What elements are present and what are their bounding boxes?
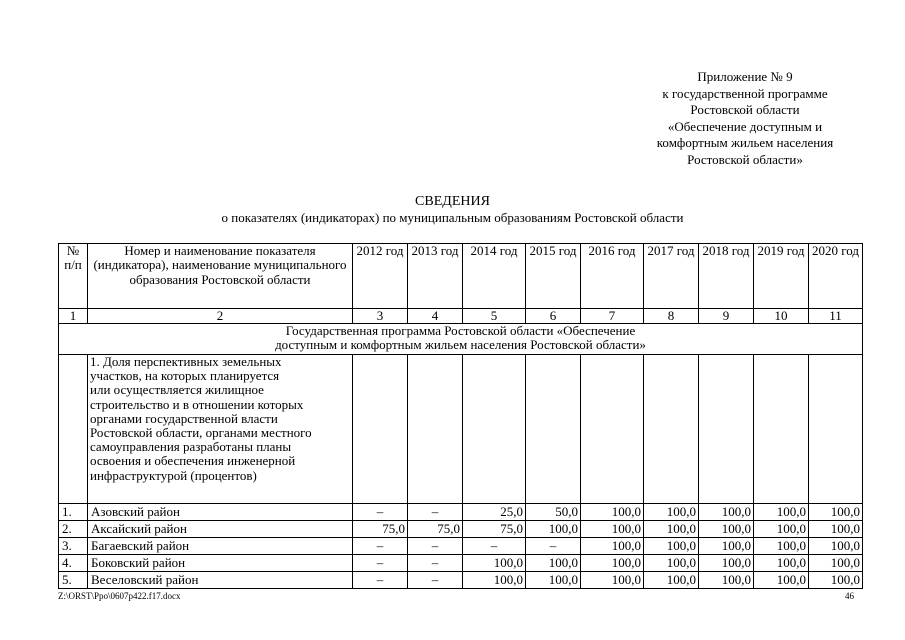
indicator-line: 1. Доля перспективных земельных <box>90 354 282 369</box>
row-value: 75,0 <box>463 521 526 538</box>
row-index: 1. <box>59 504 88 521</box>
row-value: 100,0 <box>644 538 699 555</box>
indicator-line: строительство и в отношении которых <box>90 396 304 412</box>
column-number: 4 <box>408 309 463 324</box>
row-value: – <box>408 555 463 572</box>
header-name: Номер и наименование показателя (индикатора), наименование муниципального образования Ростовской области <box>88 244 353 309</box>
header-year: 2018 год <box>699 244 754 309</box>
row-index: 4. <box>59 555 88 572</box>
row-value: 100,0 <box>699 521 754 538</box>
appendix-line: Приложение № 9 <box>697 69 793 84</box>
column-number: 8 <box>644 309 699 324</box>
row-value: 100,0 <box>754 538 809 555</box>
row-value: 100,0 <box>581 504 644 521</box>
district-name: Веселовский район <box>88 572 353 589</box>
row-value: 100,0 <box>526 555 581 572</box>
header-year: 2012 год <box>353 244 408 309</box>
column-number: 9 <box>699 309 754 324</box>
row-value: 100,0 <box>581 572 644 589</box>
indicator-empty-cell <box>809 355 863 504</box>
column-number: 1 <box>59 309 88 324</box>
row-value: 25,0 <box>463 504 526 521</box>
document-title: СВЕДЕНИЯ <box>415 194 490 209</box>
footer-page-number: 46 <box>845 591 854 601</box>
row-value: 100,0 <box>754 504 809 521</box>
table-row <box>59 538 863 555</box>
column-number: 10 <box>754 309 809 324</box>
program-title-line: доступным и комфортным жильем населения Ростовской области» <box>275 337 646 353</box>
indicator-empty-cell <box>699 355 754 504</box>
row-value: 100,0 <box>809 521 863 538</box>
table-body <box>59 244 863 589</box>
indicator-line: или осуществляется жилищное <box>90 382 264 398</box>
footer-file-path: Z:\ORST\Ppo\0607p422.f17.docx <box>58 591 181 601</box>
header-year: 2017 год <box>644 244 699 309</box>
appendix-line: Ростовской области» <box>687 151 803 167</box>
column-number: 7 <box>581 309 644 324</box>
indicator-name-cell <box>88 355 353 504</box>
indicator-empty-cell <box>754 355 809 504</box>
indicator-line: самоуправления разработаны планы <box>90 439 292 455</box>
appendix-line: к государственной программе <box>662 85 828 101</box>
header-year: 2015 год <box>526 244 581 309</box>
row-value: 100,0 <box>463 555 526 572</box>
district-name: Багаевский район <box>88 538 353 555</box>
district-name: Аксайский район <box>88 521 353 538</box>
row-value: – <box>353 555 408 572</box>
row-value: 100,0 <box>526 521 581 538</box>
indicator-line: освоения и обеспечения инженерной <box>90 453 296 469</box>
program-title-line: Государственная программа Ростовской области «Обеспечение <box>285 323 636 338</box>
row-value: – <box>353 572 408 589</box>
column-number: 11 <box>809 309 863 324</box>
indicator-line: инфраструктурой (процентов) <box>90 467 257 483</box>
row-value: 50,0 <box>526 504 581 521</box>
column-number: 2 <box>88 309 353 324</box>
header-num: № п/п <box>59 244 88 309</box>
appendix-line: комфортным жильем населения <box>656 135 834 150</box>
indicator-empty-cell <box>581 355 644 504</box>
row-index: 3. <box>59 538 88 555</box>
program-title-cell <box>59 324 863 355</box>
indicator-line: Ростовской области, органами местного <box>90 425 312 441</box>
row-value: 100,0 <box>644 572 699 589</box>
row-value: 75,0 <box>353 521 408 538</box>
appendix-line: «Обеспечение доступным и <box>667 118 823 134</box>
row-value: 100,0 <box>644 504 699 521</box>
row-value: – <box>408 504 463 521</box>
row-value: – <box>408 538 463 555</box>
indicator-empty-cell <box>353 355 408 504</box>
row-value: 100,0 <box>754 555 809 572</box>
appendix-block <box>620 69 870 168</box>
indicator-empty-cell <box>59 355 88 504</box>
document-subtitle: о показателях (индикаторах) по муниципальным образованиям Ростовской области <box>221 210 684 225</box>
header-year: 2020 год <box>809 244 863 309</box>
table-row <box>59 555 863 572</box>
table-row <box>59 572 863 589</box>
program-title-row <box>59 324 863 355</box>
row-value: 100,0 <box>463 572 526 589</box>
row-value: 100,0 <box>699 572 754 589</box>
indicator-line: органами государственной власти <box>90 410 278 426</box>
indicator-empty-cell <box>463 355 526 504</box>
column-number: 5 <box>463 309 526 324</box>
row-value: 100,0 <box>526 572 581 589</box>
row-value: – <box>353 504 408 521</box>
indicator-row <box>59 355 863 504</box>
row-value: – <box>408 572 463 589</box>
row-value: 100,0 <box>809 504 863 521</box>
row-value: 100,0 <box>581 538 644 555</box>
row-value: 100,0 <box>809 572 863 589</box>
row-value: – <box>463 538 526 555</box>
table-row <box>59 521 863 538</box>
indicators-table <box>58 243 863 589</box>
row-value: – <box>353 538 408 555</box>
row-value: 75,0 <box>408 521 463 538</box>
indicator-empty-cell <box>526 355 581 504</box>
header-year: 2016 год <box>581 244 644 309</box>
column-number: 3 <box>353 309 408 324</box>
table-row <box>59 504 863 521</box>
row-value: 100,0 <box>644 521 699 538</box>
row-value: 100,0 <box>809 538 863 555</box>
row-value: 100,0 <box>699 555 754 572</box>
header-year: 2013 год <box>408 244 463 309</box>
row-index: 5. <box>59 572 88 589</box>
indicator-line: участков, на которых планируется <box>90 368 280 384</box>
row-index: 2. <box>59 521 88 538</box>
indicator-empty-cell <box>644 355 699 504</box>
row-value: 100,0 <box>699 504 754 521</box>
column-number-row <box>59 309 863 324</box>
district-name: Боковский район <box>88 555 353 572</box>
row-value: 100,0 <box>754 572 809 589</box>
appendix-line: Ростовской области <box>690 102 800 117</box>
header-year: 2014 год <box>463 244 526 309</box>
district-name: Азовский район <box>88 504 353 521</box>
row-value: 100,0 <box>581 521 644 538</box>
table-header-row <box>59 244 863 309</box>
row-value: 100,0 <box>644 555 699 572</box>
row-value: 100,0 <box>754 521 809 538</box>
header-year: 2019 год <box>754 244 809 309</box>
row-value: 100,0 <box>699 538 754 555</box>
row-value: 100,0 <box>809 555 863 572</box>
column-number: 6 <box>526 309 581 324</box>
row-value: 100,0 <box>581 555 644 572</box>
indicator-empty-cell <box>408 355 463 504</box>
row-value: – <box>526 538 581 555</box>
